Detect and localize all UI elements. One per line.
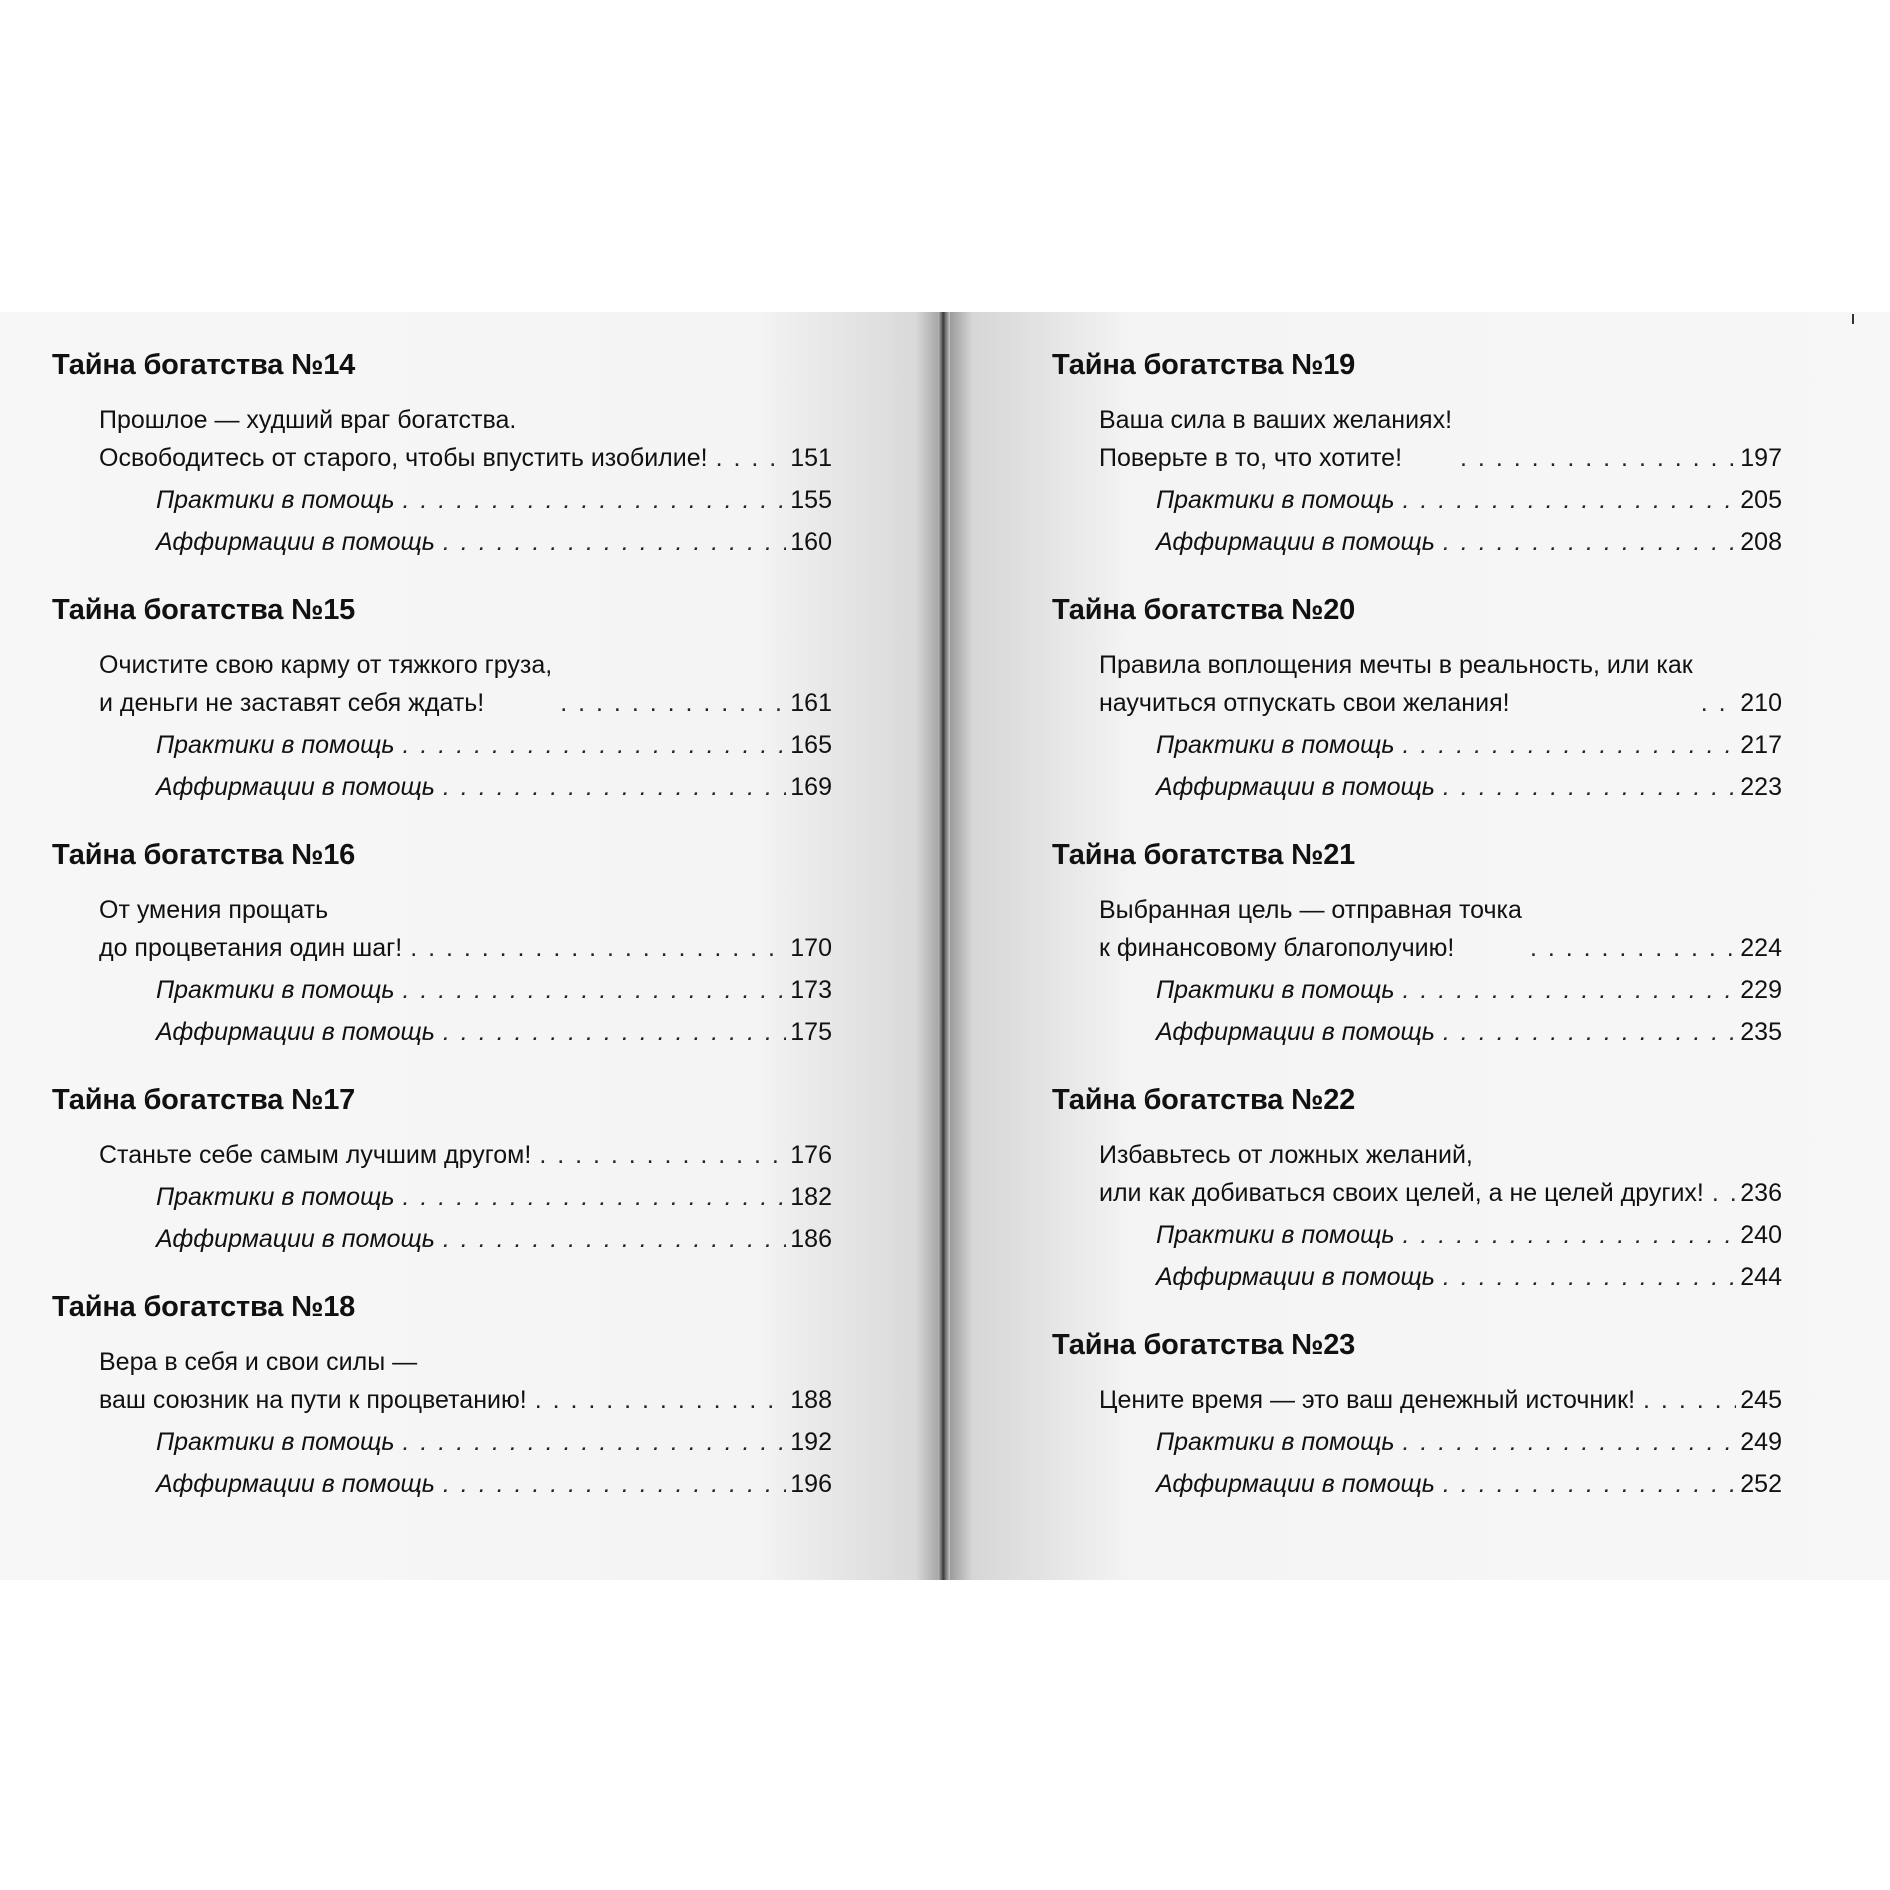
toc-entry-affirmations[interactable] <box>52 523 832 561</box>
right-page <box>944 312 1890 1580</box>
entry-text: Аффирмации в помощь <box>1156 1018 1435 1046</box>
page-number: 188 <box>790 1386 832 1414</box>
toc-entry-main[interactable] <box>52 1343 832 1419</box>
leader-dots <box>1403 1216 1737 1254</box>
toc-entry-main[interactable] <box>52 891 832 967</box>
leader-dots <box>403 481 787 519</box>
leader-dots <box>1712 1174 1736 1212</box>
entry-text: Станьте себе самым лучшим другом! <box>99 1141 532 1169</box>
page-number: 161 <box>790 689 832 717</box>
toc-entry-affirmations[interactable] <box>52 768 832 806</box>
toc-entry-practices[interactable] <box>1052 726 1782 764</box>
toc-chapter <box>1052 837 1782 1051</box>
leader-dots <box>443 523 786 561</box>
page-number: 229 <box>1740 976 1782 1004</box>
entry-text: Практики в помощь <box>1156 731 1395 759</box>
toc-entry-main[interactable] <box>1052 891 1782 967</box>
chapter-title[interactable]: Тайна богатства №14 <box>52 349 356 381</box>
leader-dots <box>403 726 787 764</box>
toc-chapter <box>52 1082 832 1258</box>
leader-dots <box>1403 1423 1737 1461</box>
page-number: 224 <box>1740 934 1782 962</box>
entry-text: Ваша сила в ваших желаниях! Поверьте в то, что хотите! <box>1099 406 1453 472</box>
leader-dots <box>716 439 787 477</box>
page-number: 240 <box>1740 1221 1782 1249</box>
leader-dots <box>443 768 786 806</box>
entry-text: Практики в помощь <box>156 486 395 514</box>
leader-dots <box>1701 684 1737 722</box>
leader-dots <box>410 929 786 967</box>
entry-text: Практики в помощь <box>156 1183 395 1211</box>
page-number: 197 <box>1740 444 1782 472</box>
toc-entry-affirmations[interactable] <box>1052 523 1782 561</box>
toc-entry-affirmations[interactable] <box>52 1013 832 1051</box>
entry-text: Цените время — это ваш денежный источник! <box>1099 1386 1636 1414</box>
chapter-title[interactable]: Тайна богатства №23 <box>1052 1329 1356 1361</box>
entry-text: Практики в помощь <box>156 976 395 1004</box>
toc-entry-main[interactable] <box>1052 646 1782 722</box>
leader-dots <box>1443 1465 1736 1503</box>
leader-dots <box>1443 1258 1736 1296</box>
book-spine <box>938 312 950 1580</box>
leader-dots <box>443 1465 786 1503</box>
page-number: 173 <box>790 976 832 1004</box>
toc-entry-practices[interactable] <box>52 1178 832 1216</box>
entry-text: Аффирмации в помощь <box>1156 1470 1435 1498</box>
page-number: 186 <box>790 1225 832 1253</box>
page-number: 176 <box>790 1141 832 1169</box>
toc-chapter <box>1052 1327 1782 1503</box>
page-number: 169 <box>790 773 832 801</box>
entry-text: Вера в себя и свои силы — ваш союзник на пути к процветанию! <box>99 1348 527 1414</box>
toc-entry-affirmations[interactable] <box>52 1220 832 1258</box>
toc-chapter <box>1052 347 1782 561</box>
chapter-title[interactable]: Тайна богатства №15 <box>52 594 356 626</box>
leader-dots <box>539 1136 786 1174</box>
toc-entry-practices[interactable] <box>1052 971 1782 1009</box>
page-number: 151 <box>790 444 832 472</box>
toc-entry-main[interactable] <box>1052 1136 1782 1212</box>
leader-dots <box>1443 1013 1736 1051</box>
toc-entry-practices[interactable] <box>1052 1216 1782 1254</box>
page-number: 182 <box>790 1183 832 1211</box>
toc-left <box>52 347 832 1534</box>
entry-text: Практики в помощь <box>156 1428 395 1456</box>
leader-dots <box>1643 1381 1736 1419</box>
toc-entry-affirmations[interactable] <box>1052 1258 1782 1296</box>
toc-entry-main[interactable] <box>52 401 832 477</box>
page-number: 196 <box>790 1470 832 1498</box>
page-number: 223 <box>1740 773 1782 801</box>
entry-text: Аффирмации в помощь <box>156 773 435 801</box>
leader-dots <box>1443 523 1736 561</box>
toc-entry-practices[interactable] <box>52 726 832 764</box>
page-number: 165 <box>790 731 832 759</box>
entry-text: Прошлое — худший враг богатства. Освободитесь от старого, чтобы впустить изобилие! <box>99 406 708 472</box>
page-edge-mark <box>1852 314 1854 324</box>
toc-chapter <box>52 837 832 1051</box>
toc-chapter <box>1052 1082 1782 1296</box>
entry-text: От умения прощать до процветания один шаг! <box>99 896 403 962</box>
toc-entry-practices[interactable] <box>1052 1423 1782 1461</box>
left-page <box>0 312 944 1580</box>
chapter-title[interactable]: Тайна богатства №21 <box>1052 839 1356 871</box>
toc-entry-main[interactable] <box>52 646 832 722</box>
page-number: 252 <box>1740 1470 1782 1498</box>
page-number: 208 <box>1740 528 1782 556</box>
entry-text: Практики в помощь <box>1156 976 1395 1004</box>
toc-entry-practices[interactable] <box>52 971 832 1009</box>
entry-text: Аффирмации в помощь <box>156 1018 435 1046</box>
toc-entry-practices[interactable] <box>1052 481 1782 519</box>
page-number: 210 <box>1740 689 1782 717</box>
toc-entry-practices[interactable] <box>52 481 832 519</box>
chapter-title[interactable]: Тайна богатства №17 <box>52 1084 356 1116</box>
toc-chapter <box>52 1289 832 1503</box>
entry-text: Аффирмации в помощь <box>156 1225 435 1253</box>
page-number: 205 <box>1740 486 1782 514</box>
toc-entry-practices[interactable] <box>52 1423 832 1461</box>
toc-entry-main[interactable] <box>52 1136 832 1174</box>
page-number: 155 <box>790 486 832 514</box>
toc-entry-main[interactable] <box>1052 1381 1782 1419</box>
leader-dots <box>443 1220 786 1258</box>
page-number: 244 <box>1740 1263 1782 1291</box>
leader-dots <box>1403 726 1737 764</box>
leader-dots <box>1403 481 1737 519</box>
leader-dots <box>403 1423 787 1461</box>
chapter-title[interactable]: Тайна богатства №20 <box>1052 594 1356 626</box>
toc-chapter <box>1052 592 1782 806</box>
entry-text: Практики в помощь <box>156 731 395 759</box>
page-number: 160 <box>790 528 832 556</box>
page-number: 175 <box>790 1018 832 1046</box>
toc-entry-affirmations[interactable] <box>1052 1013 1782 1051</box>
leader-dots <box>1403 971 1737 1009</box>
page-number: 245 <box>1740 1386 1782 1414</box>
page-number: 236 <box>1740 1179 1782 1207</box>
leader-dots <box>1530 929 1736 967</box>
toc-entry-affirmations[interactable] <box>1052 1465 1782 1503</box>
entry-text: Аффирмации в помощь <box>156 1470 435 1498</box>
entry-text: Выбранная цель — отправная точка к финансовому благополучию! <box>1099 896 1522 962</box>
entry-text: Избавьтесь от ложных желаний, или как добиваться своих целей, а не целей других! <box>1099 1141 1704 1207</box>
page-number: 235 <box>1740 1018 1782 1046</box>
leader-dots <box>403 971 787 1009</box>
leader-dots <box>443 1013 786 1051</box>
entry-text: Аффирмации в помощь <box>1156 773 1435 801</box>
entry-text: Аффирмации в помощь <box>1156 1263 1435 1291</box>
entry-text: Аффирмации в помощь <box>1156 528 1435 556</box>
entry-text: Аффирмации в помощь <box>156 528 435 556</box>
toc-entry-main[interactable] <box>1052 401 1782 477</box>
entry-text: Очистите свою карму от тяжкого груза, и деньги не заставят себя ждать! <box>99 651 553 717</box>
leader-dots <box>535 1381 787 1419</box>
entry-text: Правила воплощения мечты в реальность, или как научиться отпускать свои желания! <box>1099 651 1693 717</box>
page-number: 170 <box>790 934 832 962</box>
page-number: 192 <box>790 1428 832 1456</box>
chapter-title[interactable]: Тайна богатства №19 <box>1052 349 1356 381</box>
leader-dots <box>403 1178 787 1216</box>
toc-entry-affirmations[interactable] <box>52 1465 832 1503</box>
leader-dots <box>1443 768 1736 806</box>
entry-text: Практики в помощь <box>1156 1428 1395 1456</box>
entry-text: Практики в помощь <box>1156 1221 1395 1249</box>
leader-dots <box>1460 439 1736 477</box>
toc-chapter <box>52 347 832 561</box>
leader-dots <box>560 684 786 722</box>
chapter-title[interactable]: Тайна богатства №16 <box>52 839 356 871</box>
toc-entry-affirmations[interactable] <box>1052 768 1782 806</box>
toc-right <box>1052 347 1782 1534</box>
page-number: 249 <box>1740 1428 1782 1456</box>
chapter-title[interactable]: Тайна богатства №18 <box>52 1291 356 1323</box>
toc-chapter <box>52 592 832 806</box>
page-number: 217 <box>1740 731 1782 759</box>
chapter-title[interactable]: Тайна богатства №22 <box>1052 1084 1356 1116</box>
entry-text: Практики в помощь <box>1156 486 1395 514</box>
